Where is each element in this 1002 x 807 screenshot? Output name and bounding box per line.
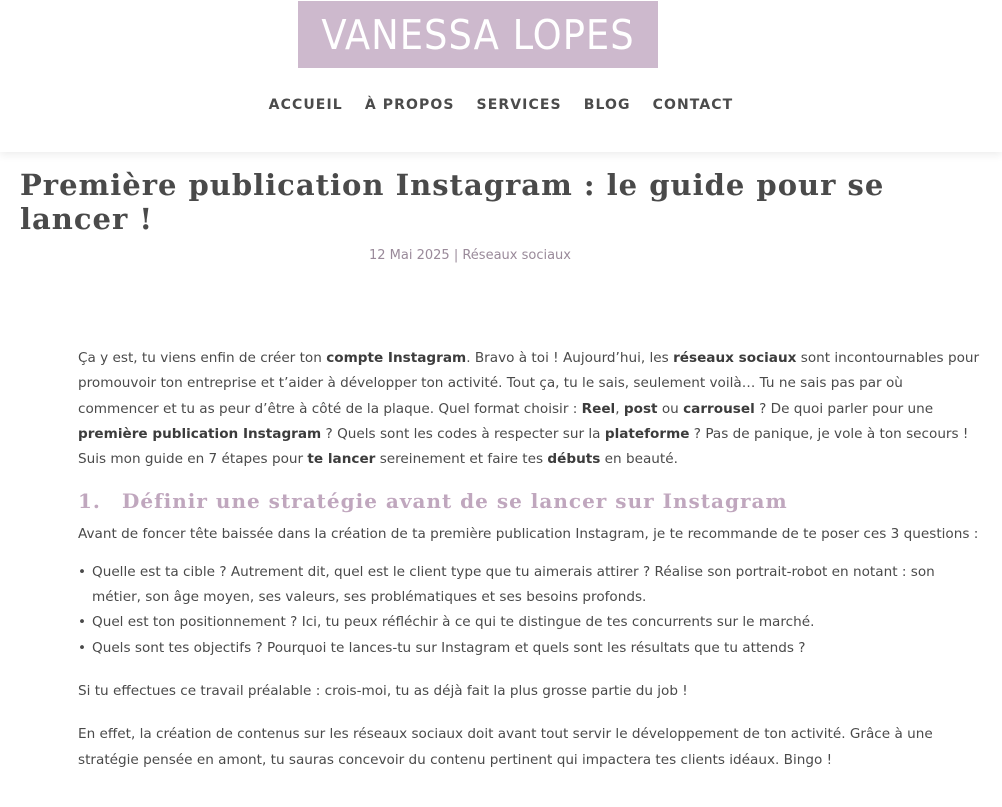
nav-contact[interactable]: CONTACT bbox=[652, 97, 734, 113]
section-heading bbox=[78, 486, 983, 516]
list-item: • Quel est ton positionnement ? Ici, tu peux réfléchir à ce qui te distingue de tes concurrents sur le marché. bbox=[92, 610, 983, 635]
nav-blog[interactable]: BLOG bbox=[583, 97, 631, 113]
post-content bbox=[78, 346, 983, 773]
list-item: • Quels sont tes objectifs ? Pourquoi te lances-tu sur Instagram et quels sont les résultats que tu attends ? bbox=[92, 636, 983, 661]
questions-list bbox=[78, 560, 983, 661]
section-number: 1. bbox=[78, 489, 101, 514]
nav-a-propos[interactable]: À PROPOS bbox=[364, 97, 455, 113]
post-meta bbox=[0, 248, 940, 263]
intro-paragraph: Ça y est, tu viens enfin de créer ton compte Instagram. Bravo à toi ! Aujourd’hui, les réseaux sociaux sont incontournables pour promouvoir ton entreprise et t’aider à développer ton activité. Tout ça, tu le sais, seulement voilà… Tu ne sais pas par où commencer et tu as peur d’être à côté de la plaque. Quel format choisir : Reel, post ou carrousel ? De quoi parler pour une première publication Instagram ? Quels sont les codes à respecter sur la plateforme ? Pas de panique, je vole à ton secours ! Suis mon guide en 7 étapes pour te lancer sereinement et faire tes débuts en beauté. bbox=[78, 350, 980, 468]
site-header bbox=[0, 0, 1002, 152]
section-lead: Avant de foncer tête baissée dans la création de ta première publication Instagram, je te recommande de te poser ces 3 questions : bbox=[78, 526, 979, 543]
post-title: Première publication Instagram : le guide pour se lancer ! bbox=[20, 168, 885, 236]
nav-accueil[interactable]: ACCUEIL bbox=[268, 97, 343, 113]
section-heading-text: Définir une stratégie avant de se lancer sur Instagram bbox=[122, 489, 788, 514]
main-nav bbox=[0, 97, 1002, 113]
post-date: 12 Mai 2025 bbox=[369, 248, 450, 263]
meta-separator: | bbox=[453, 248, 459, 263]
list-item: • Quelle est ta cible ? Autrement dit, quel est le client type que tu aimerais attirer ? Réalise son portrait-robot en notant : son métier, son âge moyen, ses valeurs, ses problématiques et ses besoins profonds. bbox=[92, 560, 983, 611]
paragraph: En effet, la création de contenus sur les réseaux sociaux doit avant tout servir le développement de ton activité. Grâce à une stratégie pensée en amont, tu sauras concevoir du contenu pertinent qui impactera tes clients idéaux. Bingo ! bbox=[78, 726, 933, 768]
paragraph: Si tu effectues ce travail préalable : crois-moi, tu as déjà fait la plus grosse partie du job ! bbox=[78, 682, 688, 699]
nav-services[interactable]: SERVICES bbox=[476, 97, 562, 113]
post-category-link[interactable]: Réseaux sociaux bbox=[462, 248, 571, 263]
site-logo[interactable]: VANESSA LOPES bbox=[298, 1, 658, 68]
